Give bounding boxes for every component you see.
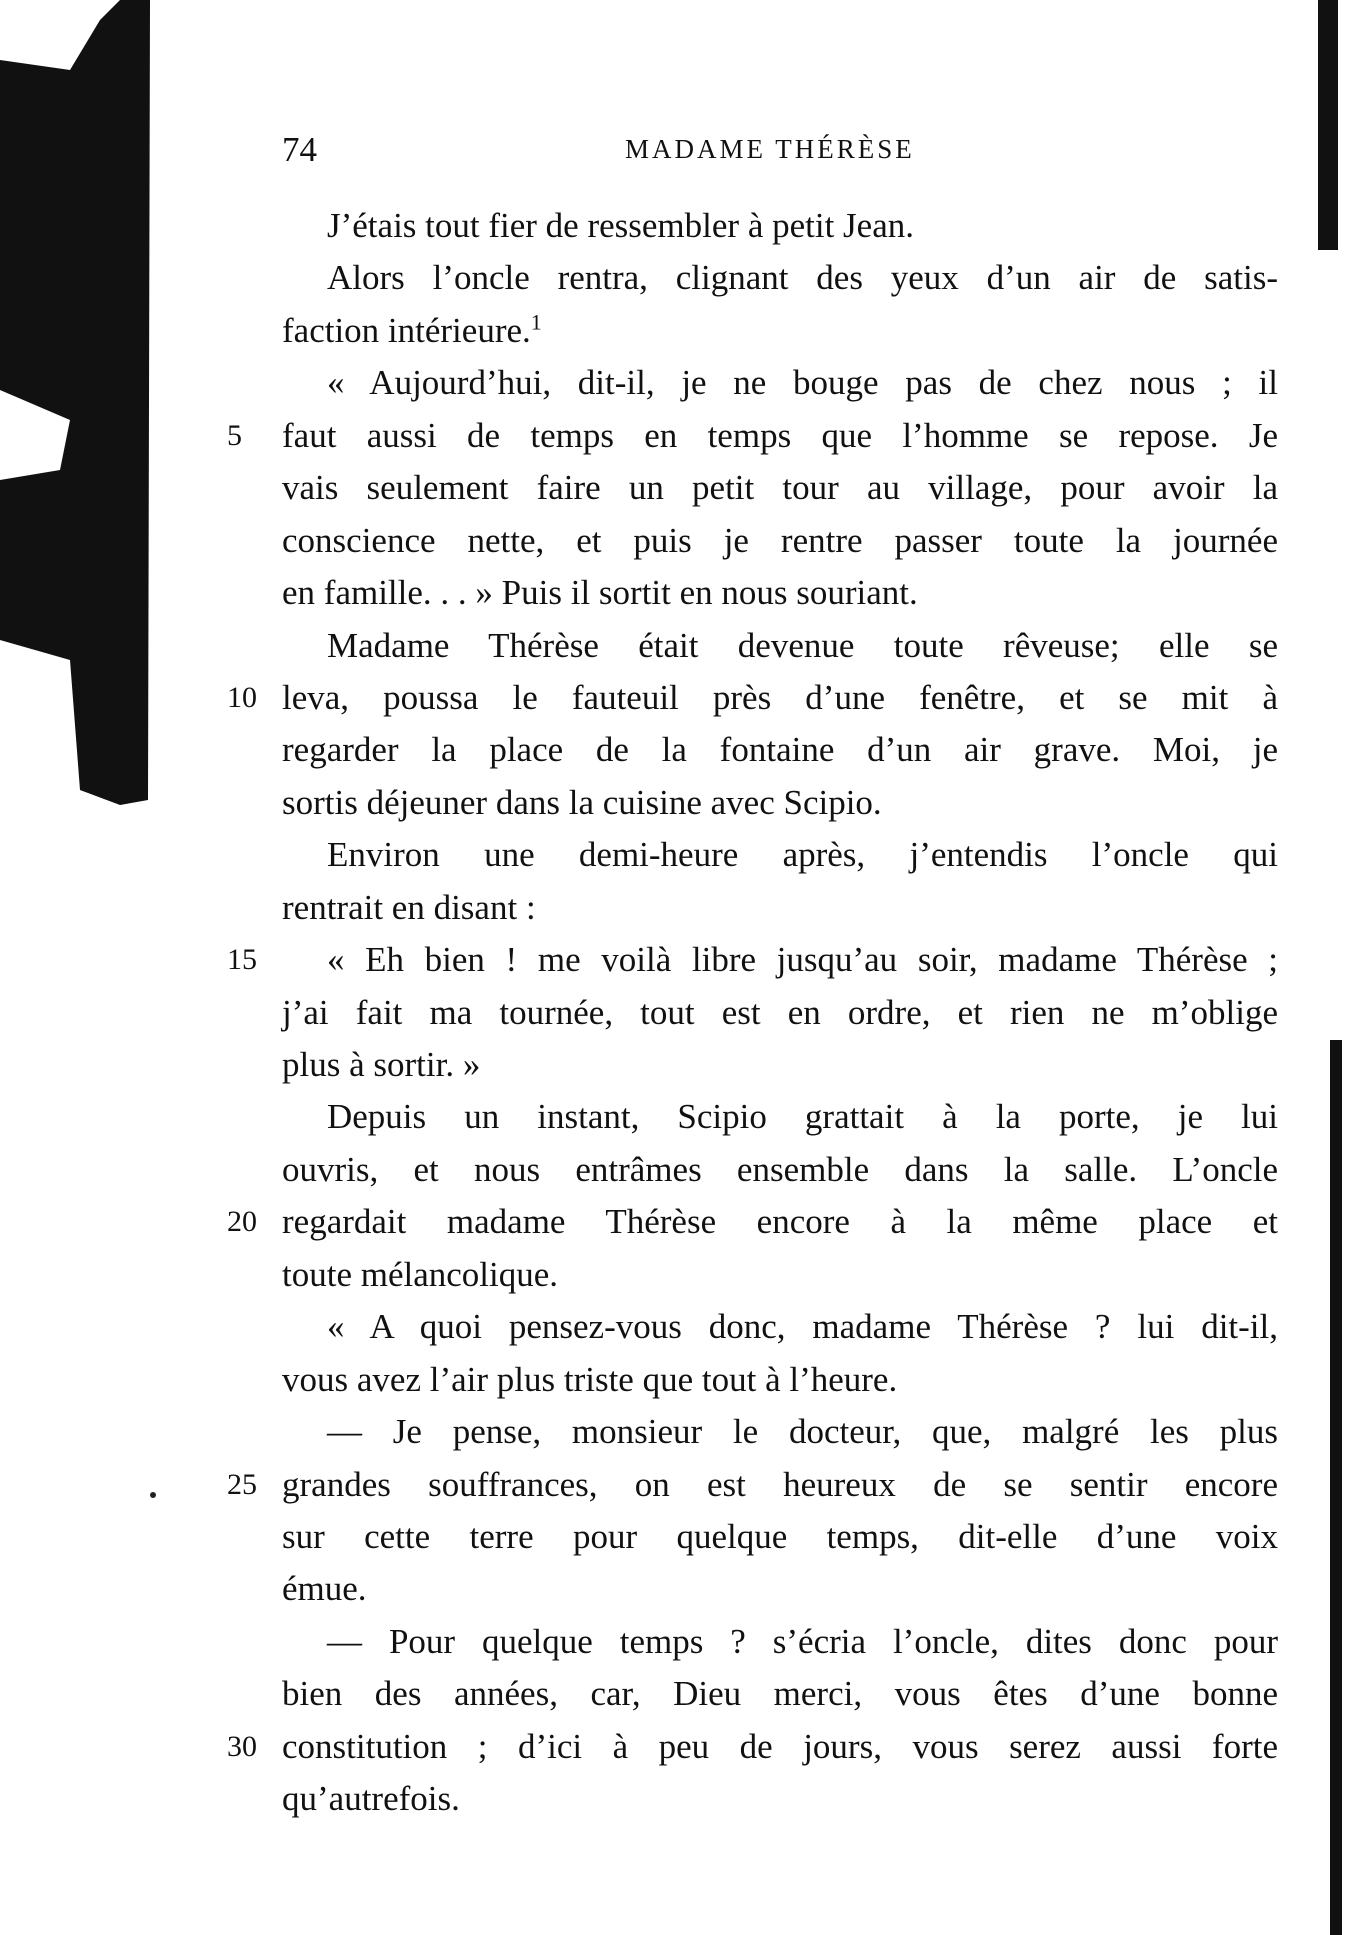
line-number: 20	[227, 1205, 257, 1239]
line-number: 10	[227, 680, 257, 714]
text-line: j’ai fait ma tournée, tout est en ordre, et rien ne m’oblige	[282, 992, 1278, 1032]
text-line: « A quoi pensez-vous donc, madame Thérèse ? lui dit-il,	[327, 1307, 1278, 1347]
text-line: 20 regardait madame Thérèse encore à la même place et	[282, 1196, 1278, 1248]
text-line: rentrait en disant :	[282, 887, 536, 927]
text-line: qu’autrefois.	[282, 1779, 460, 1819]
text-line: J’étais tout fier de ressembler à petit Jean.	[327, 206, 915, 245]
page-header	[0, 130, 1351, 170]
text-line: vais seulement faire un petit tour au village, pour avoir la	[282, 468, 1278, 508]
line-number: 15	[227, 943, 257, 977]
text-line: Depuis un instant, Scipio grattait à la porte, je lui	[327, 1097, 1278, 1137]
text-line: 15 « Eh bien ! me voilà libre jusqu’au soir, madame Thérèse ;	[282, 934, 1278, 986]
text-line: 25 grandes souffrances, on est heureux de se sentir encore	[282, 1459, 1278, 1511]
text-line: Environ une demi-heure après, j’entendis l’oncle qui	[327, 835, 1278, 875]
text-line: émue.	[282, 1569, 367, 1609]
text-line: 5 faut aussi de temps en temps que l’homme se repose. Je	[282, 410, 1278, 462]
text-line: Alors l’oncle rentra, clignant des yeux d’un air de satis-	[327, 258, 1278, 298]
text-line: toute mélancolique.	[282, 1254, 559, 1294]
running-title: MADAME THÉRÈSE	[625, 134, 915, 164]
scan-edge-right-bottom	[1330, 1040, 1342, 1935]
ink-speck	[150, 1492, 156, 1498]
body-text	[227, 200, 1278, 1826]
text-line: 10 leva, poussa le fauteuil près d’une fenêtre, et se mit à	[282, 672, 1278, 724]
line-number: 5	[227, 418, 242, 452]
page-number: 74	[282, 130, 317, 169]
text-line: faction intérieure.$^1$	[282, 309, 542, 350]
text-line: regarder la place de la fontaine d’un air grave. Moi, je	[282, 730, 1278, 770]
text-line: vous avez l’air plus triste que tout à l’heure.	[282, 1359, 898, 1399]
text-line: « Aujourd’hui, dit-il, je ne bouge pas de chez nous ; il	[327, 363, 1278, 403]
text-line: conscience nette, et puis je rentre passer toute la journée	[282, 520, 1278, 560]
line-number: 30	[227, 1729, 257, 1763]
scan-edge-right-top	[1318, 0, 1338, 250]
text-line: en famille. . . » Puis il sortit en nous souriant.	[282, 573, 918, 613]
footnote-marker: 1	[530, 309, 542, 335]
text-line: — Je pense, monsieur le docteur, que, malgré les plus	[327, 1412, 1278, 1452]
text-line: bien des années, car, Dieu merci, vous êtes d’une bonne	[282, 1674, 1278, 1714]
line-number: 25	[227, 1467, 257, 1501]
text-line: ouvris, et nous entrâmes ensemble dans la salle. L’oncle	[282, 1149, 1278, 1189]
text-line: sur cette terre pour quelque temps, dit-elle d’une voix	[282, 1516, 1278, 1556]
text-line: 30 constitution ; d’ici à peu de jours, vous serez aussi forte	[282, 1721, 1278, 1773]
text-line: Madame Thérèse était devenue toute rêveuse; elle se	[327, 625, 1278, 665]
scan-edge-shadow	[0, 0, 160, 820]
text-line: plus à sortir. »	[282, 1045, 481, 1084]
text-line: — Pour quelque temps ? s’écria l’oncle, dites donc pour	[327, 1621, 1278, 1661]
text-line: sortis déjeuner dans la cuisine avec Scipio.	[282, 782, 882, 822]
